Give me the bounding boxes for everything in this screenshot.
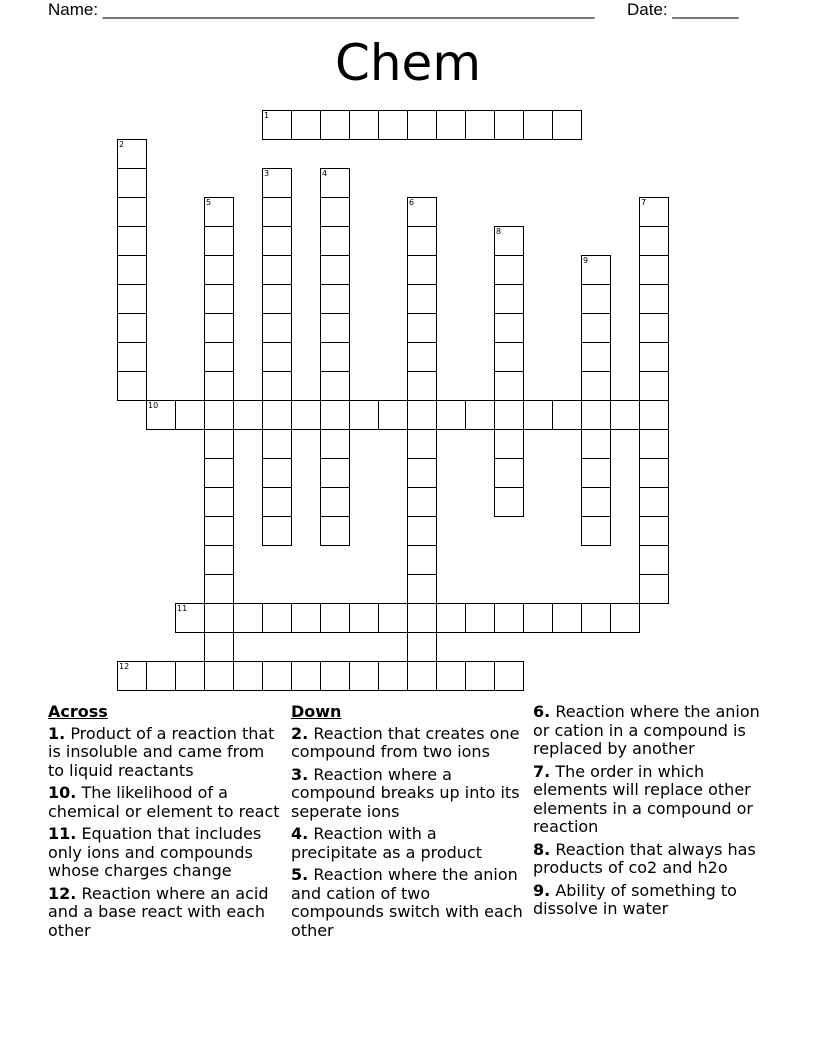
crossword-cell[interactable] xyxy=(639,487,669,517)
crossword-cell[interactable] xyxy=(204,400,234,430)
crossword-cell[interactable] xyxy=(262,168,292,198)
crossword-cell[interactable] xyxy=(378,110,408,140)
crossword-cell[interactable] xyxy=(262,487,292,517)
crossword-cell[interactable] xyxy=(320,487,350,517)
crossword-cell[interactable] xyxy=(204,458,234,488)
down-clues-continued-column xyxy=(533,700,773,923)
crossword-cell[interactable] xyxy=(639,255,669,285)
crossword-cell[interactable] xyxy=(494,487,524,517)
crossword-cell[interactable] xyxy=(146,400,176,430)
crossword-cell[interactable] xyxy=(639,545,669,575)
crossword-cell[interactable] xyxy=(639,342,669,372)
clue-number-label: 7 xyxy=(641,198,647,207)
crossword-cell[interactable] xyxy=(204,603,234,633)
crossword-cell[interactable] xyxy=(204,429,234,459)
clue-down-5: 5. Reaction where the anion and cation of two compounds switch with each other xyxy=(291,865,523,940)
page-title: Chem xyxy=(334,34,482,92)
crossword-cell[interactable] xyxy=(407,110,437,140)
crossword-cell[interactable] xyxy=(175,603,205,633)
clue-across-1: 1. Product of a reaction that is insoluble and came from to liquid reactants xyxy=(48,723,275,780)
crossword-cell[interactable] xyxy=(581,487,611,517)
crossword-cell[interactable] xyxy=(407,313,437,343)
crossword-cell[interactable] xyxy=(378,400,408,430)
crossword-cell[interactable] xyxy=(494,255,524,285)
clue-down-6: 6. Reaction where the anion or cation in a compound is replaced by another xyxy=(533,702,760,758)
crossword-cell[interactable] xyxy=(407,516,437,546)
crossword-cell[interactable] xyxy=(117,371,147,401)
crossword-cell[interactable] xyxy=(523,603,553,633)
crossword-cell[interactable] xyxy=(117,139,147,169)
crossword-cell[interactable] xyxy=(465,400,495,430)
crossword-cell[interactable] xyxy=(204,574,234,604)
crossword-cell[interactable] xyxy=(407,545,437,575)
crossword-cell[interactable] xyxy=(291,400,321,430)
crossword-cell[interactable] xyxy=(494,226,524,256)
clue-number-label: 4 xyxy=(322,169,328,178)
crossword-cell[interactable] xyxy=(320,110,350,140)
crossword-cell[interactable] xyxy=(349,603,379,633)
crossword-cell[interactable] xyxy=(494,603,524,633)
crossword-cell[interactable] xyxy=(117,197,147,227)
crossword-cell[interactable] xyxy=(639,574,669,604)
crossword-cell[interactable] xyxy=(407,574,437,604)
crossword-cell[interactable] xyxy=(639,400,669,430)
crossword-cell[interactable] xyxy=(117,661,147,691)
crossword-cell[interactable] xyxy=(407,429,437,459)
crossword-cell[interactable] xyxy=(639,226,669,256)
crossword-cell[interactable] xyxy=(407,487,437,517)
crossword-cell[interactable] xyxy=(639,284,669,314)
crossword-cell[interactable] xyxy=(349,400,379,430)
crossword-cell[interactable] xyxy=(639,516,669,546)
crossword-cell[interactable] xyxy=(204,342,234,372)
down-clues-column xyxy=(291,700,526,944)
crossword-cell[interactable] xyxy=(639,371,669,401)
clue-across-11: 11. Equation that includes only ions and compounds whose charges change xyxy=(48,824,262,880)
crossword-cell[interactable] xyxy=(320,342,350,372)
crossword-cell[interactable] xyxy=(320,226,350,256)
crossword-cell[interactable] xyxy=(175,661,205,691)
name-field[interactable]: Name: ____________________________________________________ xyxy=(48,0,595,19)
clue-number-label: 1 xyxy=(264,111,270,120)
crossword-cell[interactable] xyxy=(378,603,408,633)
clue-down-3: 3. Reaction where a compound breaks up into its seperate ions xyxy=(291,764,520,821)
crossword-cell[interactable] xyxy=(320,400,350,430)
crossword-cell[interactable] xyxy=(117,168,147,198)
crossword-cell[interactable] xyxy=(262,516,292,546)
crossword-cell[interactable] xyxy=(465,661,495,691)
crossword-cell[interactable] xyxy=(320,661,350,691)
crossword-cell[interactable] xyxy=(320,516,350,546)
across-heading: Across xyxy=(48,702,108,721)
crossword-cell[interactable] xyxy=(320,284,350,314)
clue-down-4: 4. Reaction with a precipitate as a product xyxy=(291,824,483,862)
crossword-cell[interactable] xyxy=(639,458,669,488)
crossword-cell[interactable] xyxy=(581,458,611,488)
down-heading: Down xyxy=(291,702,342,721)
crossword-cell[interactable] xyxy=(494,284,524,314)
crossword-cell[interactable] xyxy=(639,429,669,459)
crossword-cell[interactable] xyxy=(204,661,234,691)
clue-number-label: 10 xyxy=(148,401,159,410)
crossword-cell[interactable] xyxy=(610,400,640,430)
crossword-cell[interactable] xyxy=(407,197,437,227)
across-clues-column xyxy=(48,700,280,944)
crossword-cell[interactable] xyxy=(610,603,640,633)
clue-number-label: 6 xyxy=(409,198,415,207)
crossword-cell[interactable] xyxy=(581,603,611,633)
crossword-cell[interactable] xyxy=(262,603,292,633)
crossword-cell[interactable] xyxy=(494,458,524,488)
crossword-cell[interactable] xyxy=(262,429,292,459)
crossword-cell[interactable] xyxy=(204,313,234,343)
clue-number-label: 8 xyxy=(496,227,502,236)
crossword-cell[interactable] xyxy=(262,371,292,401)
crossword-cell[interactable] xyxy=(291,603,321,633)
crossword-cell[interactable] xyxy=(639,197,669,227)
crossword-cell[interactable] xyxy=(639,313,669,343)
crossword-cell[interactable] xyxy=(262,255,292,285)
crossword-cell[interactable] xyxy=(581,255,611,285)
crossword-cell[interactable] xyxy=(233,603,263,633)
crossword-cell[interactable] xyxy=(262,226,292,256)
crossword-cell[interactable] xyxy=(146,661,176,691)
crossword-cell[interactable] xyxy=(320,197,350,227)
crossword-cell[interactable] xyxy=(204,545,234,575)
crossword-cell[interactable] xyxy=(291,661,321,691)
crossword-cell[interactable] xyxy=(581,342,611,372)
clue-number-label: 9 xyxy=(583,256,589,265)
crossword-cell[interactable] xyxy=(291,110,321,140)
crossword-cell[interactable] xyxy=(320,429,350,459)
crossword-cell[interactable] xyxy=(523,400,553,430)
crossword-cell[interactable] xyxy=(175,400,205,430)
crossword-cell[interactable] xyxy=(262,400,292,430)
crossword-cell[interactable] xyxy=(494,661,524,691)
crossword-cell[interactable] xyxy=(407,371,437,401)
crossword-cell[interactable] xyxy=(494,371,524,401)
crossword-cell[interactable] xyxy=(407,603,437,633)
crossword-cell[interactable] xyxy=(320,603,350,633)
crossword-cell[interactable] xyxy=(581,516,611,546)
crossword-cell[interactable] xyxy=(204,487,234,517)
crossword-cell[interactable] xyxy=(407,284,437,314)
clue-down-7: 7. The order in which elements will replace other elements in a compound or reaction xyxy=(533,761,753,836)
clue-number-label: 12 xyxy=(119,662,130,671)
crossword-cell[interactable] xyxy=(320,313,350,343)
clue-down-2: 2. Reaction that creates one compound from two ions xyxy=(291,723,520,761)
crossword-cell[interactable] xyxy=(494,342,524,372)
clue-across-10: 10. The likelihood of a chemical or element to react xyxy=(48,783,280,821)
crossword-cell[interactable] xyxy=(407,458,437,488)
crossword-cell[interactable] xyxy=(320,255,350,285)
crossword-cell[interactable] xyxy=(204,255,234,285)
crossword-cell[interactable] xyxy=(436,400,466,430)
crossword-cell[interactable] xyxy=(494,313,524,343)
crossword-cell[interactable] xyxy=(117,313,147,343)
crossword-cell[interactable] xyxy=(407,342,437,372)
crossword-cell[interactable] xyxy=(117,342,147,372)
crossword-cell[interactable] xyxy=(117,255,147,285)
crossword-cell[interactable] xyxy=(204,371,234,401)
crossword-cell[interactable] xyxy=(407,255,437,285)
clue-number-label: 5 xyxy=(206,198,212,207)
clue-number-label: 11 xyxy=(177,604,188,613)
crossword-cell[interactable] xyxy=(233,400,263,430)
crossword-cell[interactable] xyxy=(465,110,495,140)
crossword-cell[interactable] xyxy=(262,284,292,314)
crossword-cell[interactable] xyxy=(204,197,234,227)
crossword-cell[interactable] xyxy=(407,632,437,662)
crossword-cell[interactable] xyxy=(262,661,292,691)
crossword-cell[interactable] xyxy=(407,661,437,691)
crossword-cell[interactable] xyxy=(233,661,263,691)
crossword-cell[interactable] xyxy=(262,313,292,343)
crossword-cell[interactable] xyxy=(262,458,292,488)
clue-across-12: 12. Reaction where an acid and a base react with each other xyxy=(48,883,269,940)
clue-number-label: 3 xyxy=(264,169,270,178)
crossword-cell[interactable] xyxy=(523,110,553,140)
clue-down-8: 8. Reaction that always has products of co2 and h2o xyxy=(533,839,756,877)
crossword-cell[interactable] xyxy=(320,458,350,488)
crossword-cell[interactable] xyxy=(407,226,437,256)
crossword-cell[interactable] xyxy=(320,371,350,401)
crossword-cell[interactable] xyxy=(465,603,495,633)
crossword-cell[interactable] xyxy=(494,110,524,140)
crossword-cell[interactable] xyxy=(204,284,234,314)
crossword-cell[interactable] xyxy=(581,371,611,401)
clue-down-9: 9. Ability of something to dissolve in water xyxy=(533,880,737,918)
crossword-cell[interactable] xyxy=(436,110,466,140)
crossword-cell[interactable] xyxy=(204,516,234,546)
crossword-cell[interactable] xyxy=(494,400,524,430)
crossword-cell[interactable] xyxy=(581,313,611,343)
date-field[interactable]: Date: _______ xyxy=(627,0,739,19)
crossword-cell[interactable] xyxy=(204,632,234,662)
crossword-cell[interactable] xyxy=(378,661,408,691)
crossword-cell[interactable] xyxy=(407,400,437,430)
crossword-cell[interactable] xyxy=(552,110,582,140)
crossword-cell[interactable] xyxy=(552,400,582,430)
crossword-cell[interactable] xyxy=(581,400,611,430)
crossword-cell[interactable] xyxy=(436,603,466,633)
crossword-cell[interactable] xyxy=(581,284,611,314)
crossword-cell[interactable] xyxy=(349,110,379,140)
crossword-cell[interactable] xyxy=(117,226,147,256)
crossword-cell[interactable] xyxy=(494,429,524,459)
crossword-cell[interactable] xyxy=(552,603,582,633)
crossword-cell[interactable] xyxy=(581,429,611,459)
crossword-cell[interactable] xyxy=(204,226,234,256)
crossword-cell[interactable] xyxy=(320,168,350,198)
crossword-cell[interactable] xyxy=(262,342,292,372)
crossword-cell[interactable] xyxy=(349,661,379,691)
crossword-cell[interactable] xyxy=(262,197,292,227)
clue-number-label: 2 xyxy=(119,140,125,149)
crossword-cell[interactable] xyxy=(436,661,466,691)
crossword-cell[interactable] xyxy=(117,284,147,314)
crossword-cell[interactable] xyxy=(262,110,292,140)
